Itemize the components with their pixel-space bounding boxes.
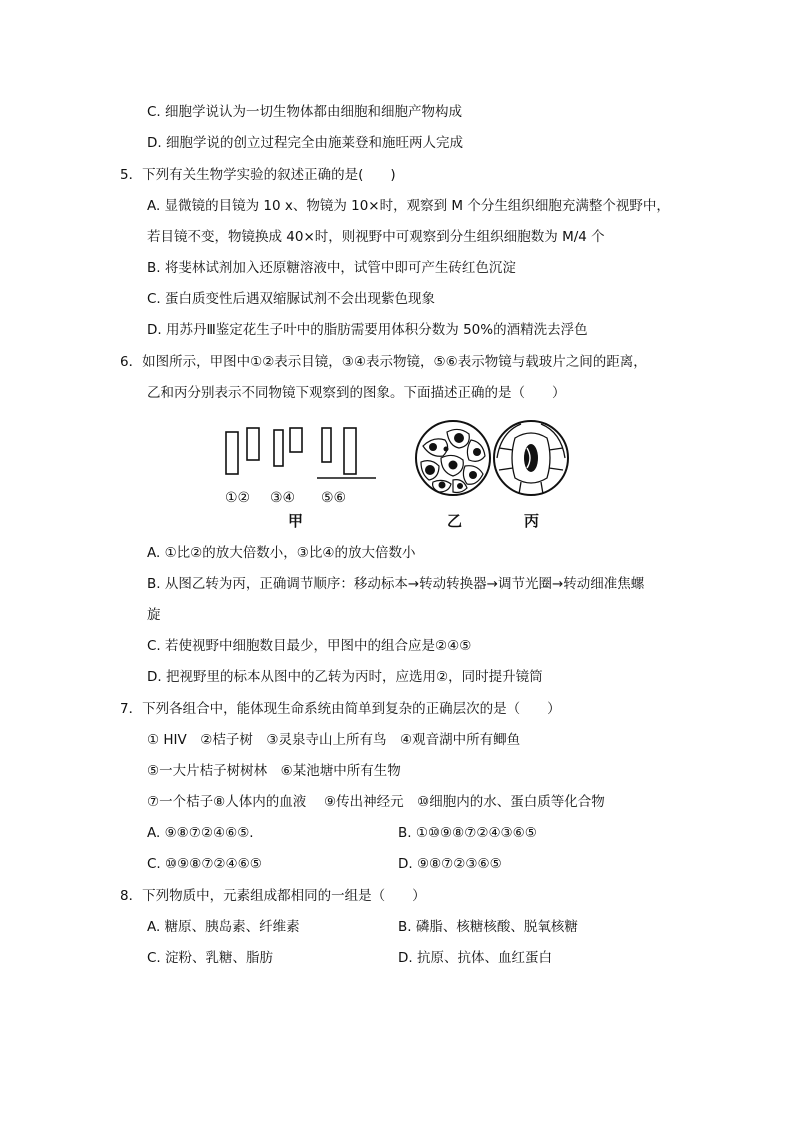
caption-jia: 甲 [288,512,304,530]
q8-stem: 8．下列物质中，元素组成都相同的一组是（ ） [120,888,426,904]
q7-option-d: D. ⑨⑧⑦②③⑥⑤ [398,856,502,872]
figure-yi-field-of-view [413,418,493,533]
q4-option-d: D. 细胞学说的创立过程完全由施莱登和施旺两人完成 [147,135,463,151]
q6-option-c: C. 若使视野中细胞数目最少，甲图中的组合应是②④⑤ [147,638,472,654]
q5-option-b: B. 将斐林试剂加入还原糖溶液中，试管中即可产生砖红色沉淀 [147,260,516,276]
q6-option-b-continued: 旋 [147,607,161,623]
q6-stem-continued: 乙和丙分别表示不同物镜下观察到的图象。下面描述正确的是（ ） [147,385,566,401]
objective-3 [274,430,283,466]
q5-option-c: C. 蛋白质变性后遇双缩脲试剂不会出现紫色现象 [147,291,436,307]
q7-option-a: A. ⑨⑧⑦②④⑥⑤. [147,825,254,841]
objective-6 [344,428,356,474]
q6-stem: 6．如图所示，甲图中①②表示目镜，③④表示物镜，⑤⑥表示物镜与载玻片之间的距离， [120,354,647,370]
eyepiece-2 [247,428,259,460]
caption-yi: 乙 [447,512,463,530]
q7-stem: 7．下列各组合中，能体现生命系统由简单到复杂的正确层次的是（ ） [120,701,561,717]
q6-option-a: A. ①比②的放大倍数小，③比④的放大倍数小 [147,545,416,561]
q4-option-c: C. 细胞学说认为一切生物体都由细胞和细胞产物构成 [147,104,463,120]
q5-option-a-continued: 若目镜不变，物镜换成 40×时，则视野中可观察到分生组织细胞数为 M/4 个 [147,229,605,245]
label-3-4: ③④ [270,490,296,506]
label-1-2: ①② [225,490,251,506]
q7-option-c: C. ⑩⑨⑧⑦②④⑥⑤ [147,856,262,872]
q8-option-a: A. 糖原、胰岛素、纤维素 [147,919,300,935]
eyepiece-1 [226,432,238,474]
label-5-6: ⑤⑥ [321,490,347,506]
q8-option-c: C. 淀粉、乳糖、脂肪 [147,950,274,966]
q7-items-line-2: ⑤一大片桔子树树林 ⑥某池塘中所有生物 [147,763,401,779]
q6-option-b: B. 从图乙转为丙，正确调节顺序：移动标本→转动转换器→调节光圈→转动细准焦螺 [147,576,645,592]
q5-stem: 5．下列有关生物学实验的叙述正确的是( ) [120,167,396,183]
q8-option-d: D. 抗原、抗体、血红蛋白 [398,950,552,966]
figure-bing-field-of-view [491,418,571,533]
figure-jia-lens-diagram [218,420,388,532]
q8-option-b: B. 磷脂、核糖核酸、脱氧核糖 [398,919,578,935]
objective-4 [290,428,302,452]
q7-option-b: B. ①⑩⑨⑧⑦②④③⑥⑤ [398,825,537,841]
q5-option-d: D. 用苏丹Ⅲ鉴定花生子叶中的脂肪需要用体积分数为 50%的酒精洗去浮色 [147,322,588,338]
q5-option-a: A. 显微镜的目镜为 10 x、物镜为 10×时，观察到 M 个分生组织细胞充满整个视野中， [147,198,670,214]
objective-5 [322,428,331,462]
q7-items-line-3: ⑦一个桔子⑧人体内的血液 ⑨传出神经元 ⑩细胞内的水、蛋白质等化合物 [147,794,605,810]
q6-option-d: D. 把视野里的标本从图中的乙转为丙时，应选用②，同时提升镜筒 [147,669,543,685]
q7-items-line-1: ① HIV ②桔子树 ③灵泉寺山上所有鸟 ④观音湖中所有鲫鱼 [147,732,521,748]
caption-bing: 丙 [524,512,540,530]
